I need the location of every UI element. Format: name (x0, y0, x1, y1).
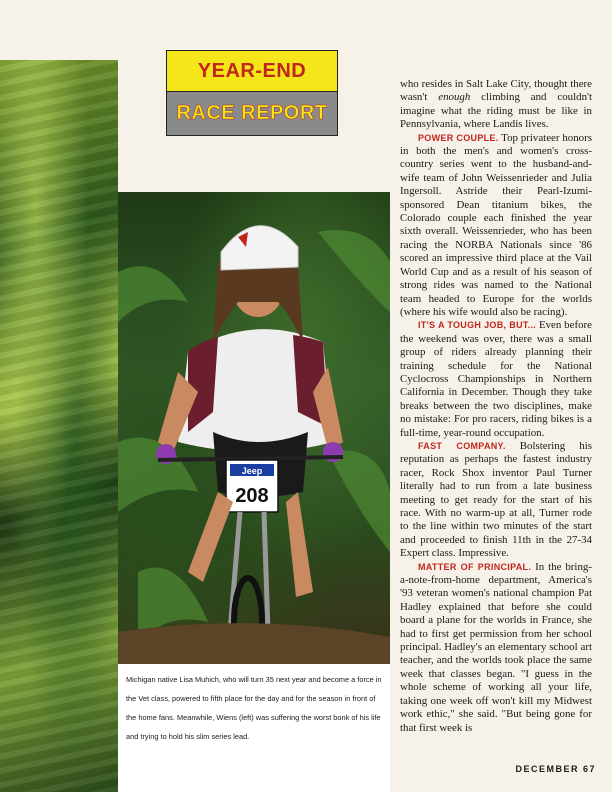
photo-caption: Michigan native Lisa Muhich, who will turn 35 next year and become a force in the Vet class, powered to fifth place for the day and for the season in front of the home fans. Meanwhile, Wiens (left) was suffering the worst bonk of his life and trying to hold his slim series lead. (118, 664, 390, 792)
article-column (400, 78, 592, 735)
intro-emphasis: enough (438, 91, 471, 104)
header-top-block (166, 50, 338, 92)
section-power-couple (400, 132, 592, 320)
subhead-tough-job: IT'S A TOUGH JOB, BUT... (418, 320, 537, 331)
section-matter-of-principal (400, 561, 592, 735)
plate-number: 208 (235, 485, 269, 507)
plate-brand: Jeep (241, 466, 263, 476)
section-tough-job (400, 319, 592, 440)
header-line-1: YEAR-END (197, 59, 307, 82)
intro-text-a: who resides in Salt Lake City, thought there wasn't (400, 78, 592, 104)
race-photo (118, 192, 390, 664)
intro-paragraph (400, 78, 592, 132)
body-power-couple: Top privateer honors in both the men's and women's cross-country series went to the husband-and-wife team of John Weissenrieder and Julia Ingersoll. Astride their Pearl-Izumi-sponsored Dean titanium bikes, the Colorado couple each finished the year sixth overall. Weissenrieder, who has been racing the NORBA Nationals since '86 scored an impressive third place at the Vail World Cup and as a result of his season of strong rides was named to the National team headed to Europe for the worlds (where his wife would also be racing). (400, 131, 592, 318)
subhead-power-couple: POWER COUPLE. (418, 132, 499, 143)
rider-illustration (118, 192, 390, 664)
header-bottom-block (166, 92, 338, 136)
page-footer (496, 764, 596, 774)
footer-page-number: 67 (582, 764, 596, 774)
footer-month: DECEMBER (515, 764, 579, 774)
side-photo-strip (0, 60, 118, 792)
body-matter-of-principal: In the bring-a-note-from-home department, America's '93 veteran women's national champion Pat Hadley explained that before she could board a plane for the worlds in France, she had to first get permission from her school principal. Hadley's an elementary school art teacher, and the worlds took place the same week that classes began. "I guess in the whole scheme of working all your life, taking one week off won't kill my Midwest work ethic," she said. "But being gone for that first week is (400, 560, 592, 734)
subhead-fast-company: FAST COMPANY. (418, 440, 506, 451)
subhead-matter-of-principal: MATTER OF PRINCIPAL. (418, 561, 532, 572)
section-header (166, 50, 338, 136)
section-fast-company (400, 440, 592, 561)
header-line-2: RACE REPORT (176, 102, 328, 124)
body-fast-company: Bolstering his reputation as perhaps the fastest industry racer, Rock Shox inventor Paul Turner literally had to run from a late business meeting to get ready for the start of his race. With no warm-up at all, Turner rode to the line within two minutes of the start and proceeded to finish 11th in the 27-34 Expert class. Impressive. (400, 439, 592, 560)
body-tough-job: Even before the weekend was over, there was a small group of riders already planning their training schedule for the National Cyclocross Championships in Northern California in December. Though they take breaks between the two disciplines, make no mistake: For pro racers, riding bikes is a full-time, year-round occupation. (400, 319, 592, 439)
intro-text-b: climbing and couldn't imagine what the riding must be like in Pennsylvania, where Landis lives. (400, 91, 592, 131)
